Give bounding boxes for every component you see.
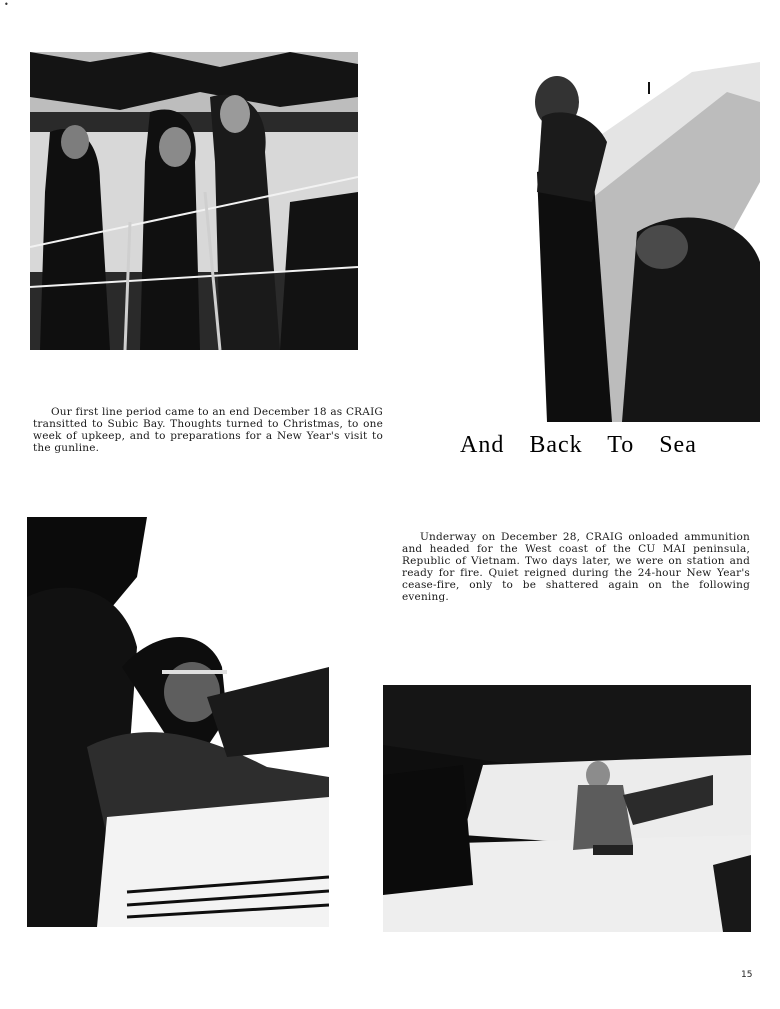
photo-crew-at-rail bbox=[30, 52, 358, 350]
page-heading: And Back To Sea bbox=[460, 432, 697, 458]
photo-men-at-table bbox=[27, 517, 329, 927]
page-number: 15 bbox=[741, 970, 753, 980]
caption-left bbox=[33, 406, 383, 454]
photo-sailors-gun-barrel bbox=[517, 62, 760, 422]
photo-crewman-at-console bbox=[383, 685, 751, 932]
caption-right bbox=[402, 531, 750, 603]
caption-left-text: Our first line period came to an end December 18 as CRAIG transitted to Subic Bay. Thoughts turned to Christmas, to one week of upkeep, and to preparations for a New Year's visit to the gunline. bbox=[33, 406, 383, 454]
caption-right-text: Underway on December 28, CRAIG onloaded ammunition and headed for the West coast of the CU MAI peninsula, Republic of Vietnam. Two days later, we were on station and ready for fire. Quiet reigned during the 24-hour New Year's cease-fire, only to be shattered again on the following evening. bbox=[402, 531, 750, 603]
corner-mark: • bbox=[4, 0, 9, 9]
